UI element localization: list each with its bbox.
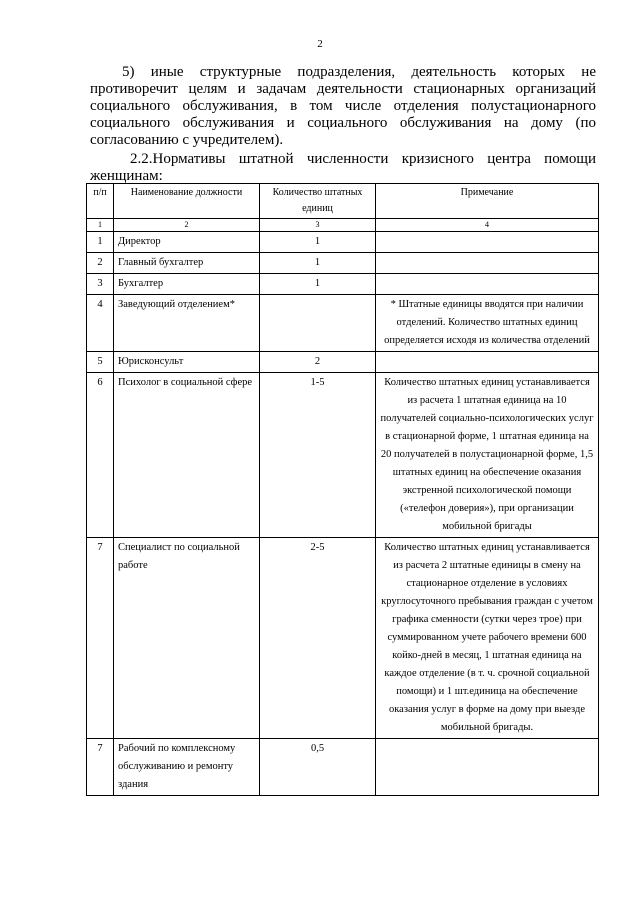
row-qty	[260, 295, 376, 352]
index-cell: 4	[376, 219, 599, 232]
row-num: 1	[87, 232, 114, 253]
row-position: Директор	[114, 232, 260, 253]
row-qty: 1-5	[260, 373, 376, 538]
table-row	[87, 739, 599, 796]
row-num: 7	[87, 739, 114, 796]
table-row	[87, 253, 599, 274]
row-note	[376, 274, 599, 295]
row-qty: 2	[260, 352, 376, 373]
row-num: 4	[87, 295, 114, 352]
row-num: 7	[87, 538, 114, 739]
row-note	[376, 352, 599, 373]
row-note	[376, 232, 599, 253]
row-note: Количество штатных единиц устанавливается из расчета 2 штатные единицы в смену на стационарное отделение в условиях круглосуточного пребывания граждан с учетом графика сменности (сутки через трое) при суммированном учете рабочего времени 600 койко-дней в месяц, 1 штатная единица на каждое отделение (в т. ч. срочной социальной помощи) и 1 шт.единица на обеспечение оказания услуг в форме на дому при выезде мобильной бригады.	[376, 538, 599, 739]
row-qty: 1	[260, 232, 376, 253]
row-position: Главный бухгалтер	[114, 253, 260, 274]
header-note: Примечание	[376, 184, 599, 219]
row-position: Психолог в социальной сфере	[114, 373, 260, 538]
row-note: * Штатные единицы вводятся при наличии отделений. Количество штатных единиц определяется исходя из количества отделений	[376, 295, 599, 352]
index-cell: 2	[114, 219, 260, 232]
table-row	[87, 352, 599, 373]
row-qty: 1	[260, 274, 376, 295]
row-position: Специалист по социальной работе	[114, 538, 260, 739]
staffing-table	[86, 183, 599, 796]
table-row	[87, 373, 599, 538]
table-header-row	[87, 184, 599, 219]
table-row	[87, 232, 599, 253]
row-position: Заведующий отделением*	[114, 295, 260, 352]
row-position: Рабочий по комплексному обслуживанию и ремонту здания	[114, 739, 260, 796]
row-note	[376, 739, 599, 796]
row-note: Количество штатных единиц устанавливается из расчета 1 штатная единица на 10 получателей социально-психологических услуг в стационарной форме, 1 штатная единица на 20 получателей в полустационарной форме, 1,5 штатных единиц на обеспечение оказания экстренной психологической помощи («телефон доверия»), при организации мобильной бригады	[376, 373, 599, 538]
table-index-row	[87, 219, 599, 232]
row-num: 3	[87, 274, 114, 295]
header-qty: Количество штатных единиц	[260, 184, 376, 219]
row-position: Бухгалтер	[114, 274, 260, 295]
row-position: Юрисконсульт	[114, 352, 260, 373]
index-cell: 3	[260, 219, 376, 232]
row-num: 2	[87, 253, 114, 274]
index-cell: 1	[87, 219, 114, 232]
page-number: 2	[317, 38, 323, 50]
row-num: 6	[87, 373, 114, 538]
row-qty: 1	[260, 253, 376, 274]
paragraph-staffing-norms-heading: 2.2.Нормативы штатной численности кризисного центра помощи женщинам:	[90, 151, 596, 184]
header-name: Наименование должности	[114, 184, 260, 219]
table-row	[87, 295, 599, 352]
row-num: 5	[87, 352, 114, 373]
row-qty: 2-5	[260, 538, 376, 739]
table-row	[87, 538, 599, 739]
row-note	[376, 253, 599, 274]
paragraph-structural-units: 5) иные структурные подразделения, деятельность которых не противоречит целям и задачам деятельности стационарных организаций социального обслуживания, в том числе отделения полустационарного социального обслуживания и социального обслуживания на дому (по согласованию с учредителем).	[90, 64, 596, 148]
table-row	[87, 274, 599, 295]
header-num: п/п	[87, 184, 114, 219]
row-qty: 0,5	[260, 739, 376, 796]
